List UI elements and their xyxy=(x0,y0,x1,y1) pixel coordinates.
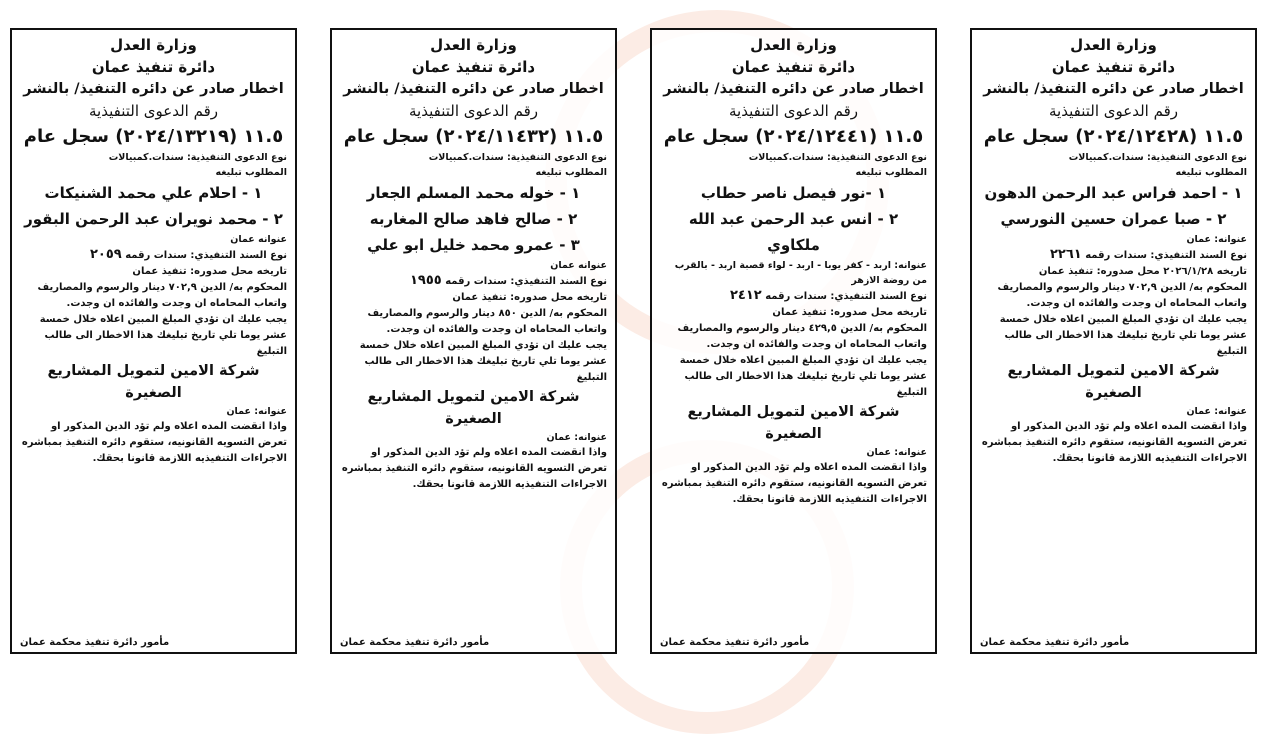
issue-line: تاريخه ٢٠٢٦/١/٢٨ محل صدوره: تنفيذ عمان xyxy=(1038,266,1247,277)
ministry-title: وزارة العدل xyxy=(750,36,837,54)
bond-line xyxy=(20,247,287,264)
ministry-title: وزارة العدل xyxy=(1070,36,1157,54)
debtor-name: ٢ - انس عبد الرحمن عبد الله ملكاوي xyxy=(688,210,899,254)
bond-label: نوع السند التنفيذي: سندات رقمه xyxy=(125,250,287,261)
address: عنوانه عمان xyxy=(230,234,287,245)
debtor-name: ١ - خوله محمد المسلم الجعار xyxy=(366,184,581,202)
notice-title: اخطار صادر عن دائره التنفيذ/ بالنشر xyxy=(663,81,924,97)
debt-line: المحكوم به/ الدين ٨٥٠ دينار والرسوم والمصاريف واتعاب المحاماه ان وجدت والفائده ان وجدت. xyxy=(367,308,607,335)
case-number: ١١.٥ (٢٠٢٤/١٢٤٢٨) سجل عام xyxy=(983,126,1244,147)
signature: مأمور دائرة تنفيذ محكمة عمان xyxy=(20,637,170,648)
issue-line: تاريخه محل صدوره: تنفيذ عمان xyxy=(452,292,607,303)
department-title: دائرة تنفيذ عمان xyxy=(411,58,536,76)
case-type: نوع الدعوى التنفيذية: سندات.كمبيالات xyxy=(428,152,607,163)
deadline-line: يجب عليك ان تؤدي المبلغ المبين اعلاه خلال خمسة عشر يوما تلي تاريخ تبليغك هذا الاخطار الى طالب التبليغ xyxy=(999,314,1247,357)
debtor-name: ٣ - عمرو محمد خليل ابو علي xyxy=(367,236,580,254)
notice-panel-4 xyxy=(10,28,297,654)
department-title: دائرة تنفيذ عمان xyxy=(91,58,216,76)
notice-panel-1 xyxy=(970,28,1257,654)
creditor-name: شركة الامين لتمويل المشاريع الصغيرة xyxy=(1007,363,1220,401)
ministry-title: وزارة العدل xyxy=(110,36,197,54)
bond-number: ٢٠٥٩ xyxy=(89,247,122,262)
notice-title: اخطار صادر عن دائره التنفيذ/ بالنشر xyxy=(23,81,284,97)
signature: مأمور دائرة تنفيذ محكمة عمان xyxy=(340,637,490,648)
creditor-name: شركة الامين لتمويل المشاريع الصغيرة xyxy=(367,389,580,427)
debt-line: المحكوم به/ الدين ٧٠٢,٩ دينار والرسوم والمصاريف واتعاب المحاماه ان وجدت والفائده ان وجدت. xyxy=(37,282,287,309)
address: عنوانه: عمان xyxy=(1186,234,1247,245)
to-notify-label: المطلوب تبليغه xyxy=(1175,167,1247,178)
case-number: ١١.٥ (٢٠٢٤/١٢٤٤١) سجل عام xyxy=(663,126,924,147)
bond-line xyxy=(660,288,927,305)
bond-label: نوع السند التنفيذي: سندات رقمه xyxy=(445,276,607,287)
deadline-line: يجب عليك ان تؤدي المبلغ المبين اعلاه خلال خمسة عشر يوما تلي تاريخ تبليغك هذا الاخطار الى طالب التبليغ xyxy=(359,340,607,383)
debtor-name: ١ -نور فيصل ناصر حطاب xyxy=(700,184,887,202)
ministry-title: وزارة العدل xyxy=(430,36,517,54)
case-label: رقم الدعوى التنفيذية xyxy=(409,102,538,120)
warning-line: واذا انقضت المده اعلاه ولم تؤد الدين المذكور او تعرض التسويه القانونيه، ستقوم دائره التنفيذ بمباشره الاجراءات التنفيذيه اللازمة قانونا بحقك. xyxy=(21,421,287,464)
case-label: رقم الدعوى التنفيذية xyxy=(729,102,858,120)
debtor-name: ٢ - صبا عمران حسين النورسي xyxy=(1000,210,1227,228)
bond-line xyxy=(340,273,607,290)
to-notify-label: المطلوب تبليغه xyxy=(855,167,927,178)
signature: مأمور دائرة تنفيذ محكمة عمان xyxy=(660,637,810,648)
bond-label: نوع السند التنفيذي: سندات رقمه xyxy=(765,291,927,302)
bond-number: ١٩٥٥ xyxy=(409,273,442,288)
creditor-address: عنوانه: عمان xyxy=(546,432,607,443)
debtor-name: ٢ - صالح فاهد صالح المغاربه xyxy=(369,210,578,228)
issue-line: تاريخه محل صدوره: تنفيذ عمان xyxy=(772,307,927,318)
department-title: دائرة تنفيذ عمان xyxy=(1051,58,1176,76)
case-label: رقم الدعوى التنفيذية xyxy=(89,102,218,120)
address: عنوانه: اربد - كفر يوبا - اربد - لواء قصبة اربد - بالقرب من روضة الازهر xyxy=(674,260,927,286)
bond-number: ٢٤١٢ xyxy=(729,288,762,303)
notice-panel-2 xyxy=(650,28,937,654)
warning-line: واذا انقضت المده اعلاه ولم تؤد الدين المذكور او تعرض التسويه القانونيه، ستقوم دائره التنفيذ بمباشره الاجراءات التنفيذيه اللازمة قانونا بحقك. xyxy=(661,462,927,505)
case-number: ١١.٥ (٢٠٢٤/١٣٢١٩) سجل عام xyxy=(23,126,284,147)
notice-title: اخطار صادر عن دائره التنفيذ/ بالنشر xyxy=(343,81,604,97)
notice-panel-3 xyxy=(330,28,617,654)
bond-label: نوع السند التنفيذي: سندات رقمه xyxy=(1085,250,1247,261)
warning-line: واذا انقضت المده اعلاه ولم تؤد الدين المذكور او تعرض التسويه القانونيه، ستقوم دائره التنفيذ بمباشره الاجراءات التنفيذيه اللازمة قانونا بحقك. xyxy=(981,421,1247,464)
notices-page xyxy=(10,28,1260,658)
creditor-name: شركة الامين لتمويل المشاريع الصغيرة xyxy=(687,404,900,442)
signature: مأمور دائرة تنفيذ محكمة عمان xyxy=(980,637,1130,648)
deadline-line: يجب عليك ان تؤدي المبلغ المبين اعلاه خلال خمسة عشر يوما تلي تاريخ تبليغك هذا الاخطار الى طالب التبليغ xyxy=(679,355,927,398)
creditor-name: شركة الامين لتمويل المشاريع الصغيرة xyxy=(47,363,260,401)
case-type: نوع الدعوى التنفيذية: سندات.كمبيالات xyxy=(108,152,287,163)
case-label: رقم الدعوى التنفيذية xyxy=(1049,102,1178,120)
creditor-address: عنوانه: عمان xyxy=(1186,406,1247,417)
notice-title: اخطار صادر عن دائره التنفيذ/ بالنشر xyxy=(983,81,1244,97)
debtor-name: ١ - احلام علي محمد الشنيكات xyxy=(44,184,263,202)
to-notify-label: المطلوب تبليغه xyxy=(535,167,607,178)
address: عنوانه عمان xyxy=(550,260,607,271)
creditor-address: عنوانه: عمان xyxy=(226,406,287,417)
to-notify-label: المطلوب تبليغه xyxy=(215,167,287,178)
deadline-line: يجب عليك ان تؤدي المبلغ المبين اعلاه خلال خمسة عشر يوما تلي تاريخ تبليغك هذا الاخطار الى طالب التبليغ xyxy=(39,314,287,357)
case-type: نوع الدعوى التنفيذية: سندات.كمبيالات xyxy=(1068,152,1247,163)
warning-line: واذا انقضت المده اعلاه ولم تؤد الدين المذكور او تعرض التسويه القانونيه، ستقوم دائره التنفيذ بمباشره الاجراءات التنفيذيه اللازمة قانونا بحقك. xyxy=(341,447,607,490)
debtor-name: ٢ - محمد نويران عبد الرحمن البقور xyxy=(24,210,283,228)
issue-line: تاريخه محل صدوره: تنفيذ عمان xyxy=(132,266,287,277)
bond-line xyxy=(980,247,1247,264)
creditor-address: عنوانه: عمان xyxy=(866,447,927,458)
case-type: نوع الدعوى التنفيذية: سندات.كمبيالات xyxy=(748,152,927,163)
debtor-name: ١ - احمد فراس عبد الرحمن الدهون xyxy=(984,184,1243,202)
department-title: دائرة تنفيذ عمان xyxy=(731,58,856,76)
bond-number: ٢٢٦١ xyxy=(1049,247,1082,262)
debt-line: المحكوم به/ الدين ٧٠٢,٩ دينار والرسوم والمصاريف واتعاب المحاماه ان وجدت والفائده ان وجدت. xyxy=(997,282,1247,309)
case-number: ١١.٥ (٢٠٢٤/١١٤٣٢) سجل عام xyxy=(343,126,604,147)
debt-line: المحكوم به/ الدين ٤٢٩,٥ دينار والرسوم والمصاريف واتعاب المحاماه ان وجدت والفائده ان وجدت. xyxy=(677,323,927,350)
